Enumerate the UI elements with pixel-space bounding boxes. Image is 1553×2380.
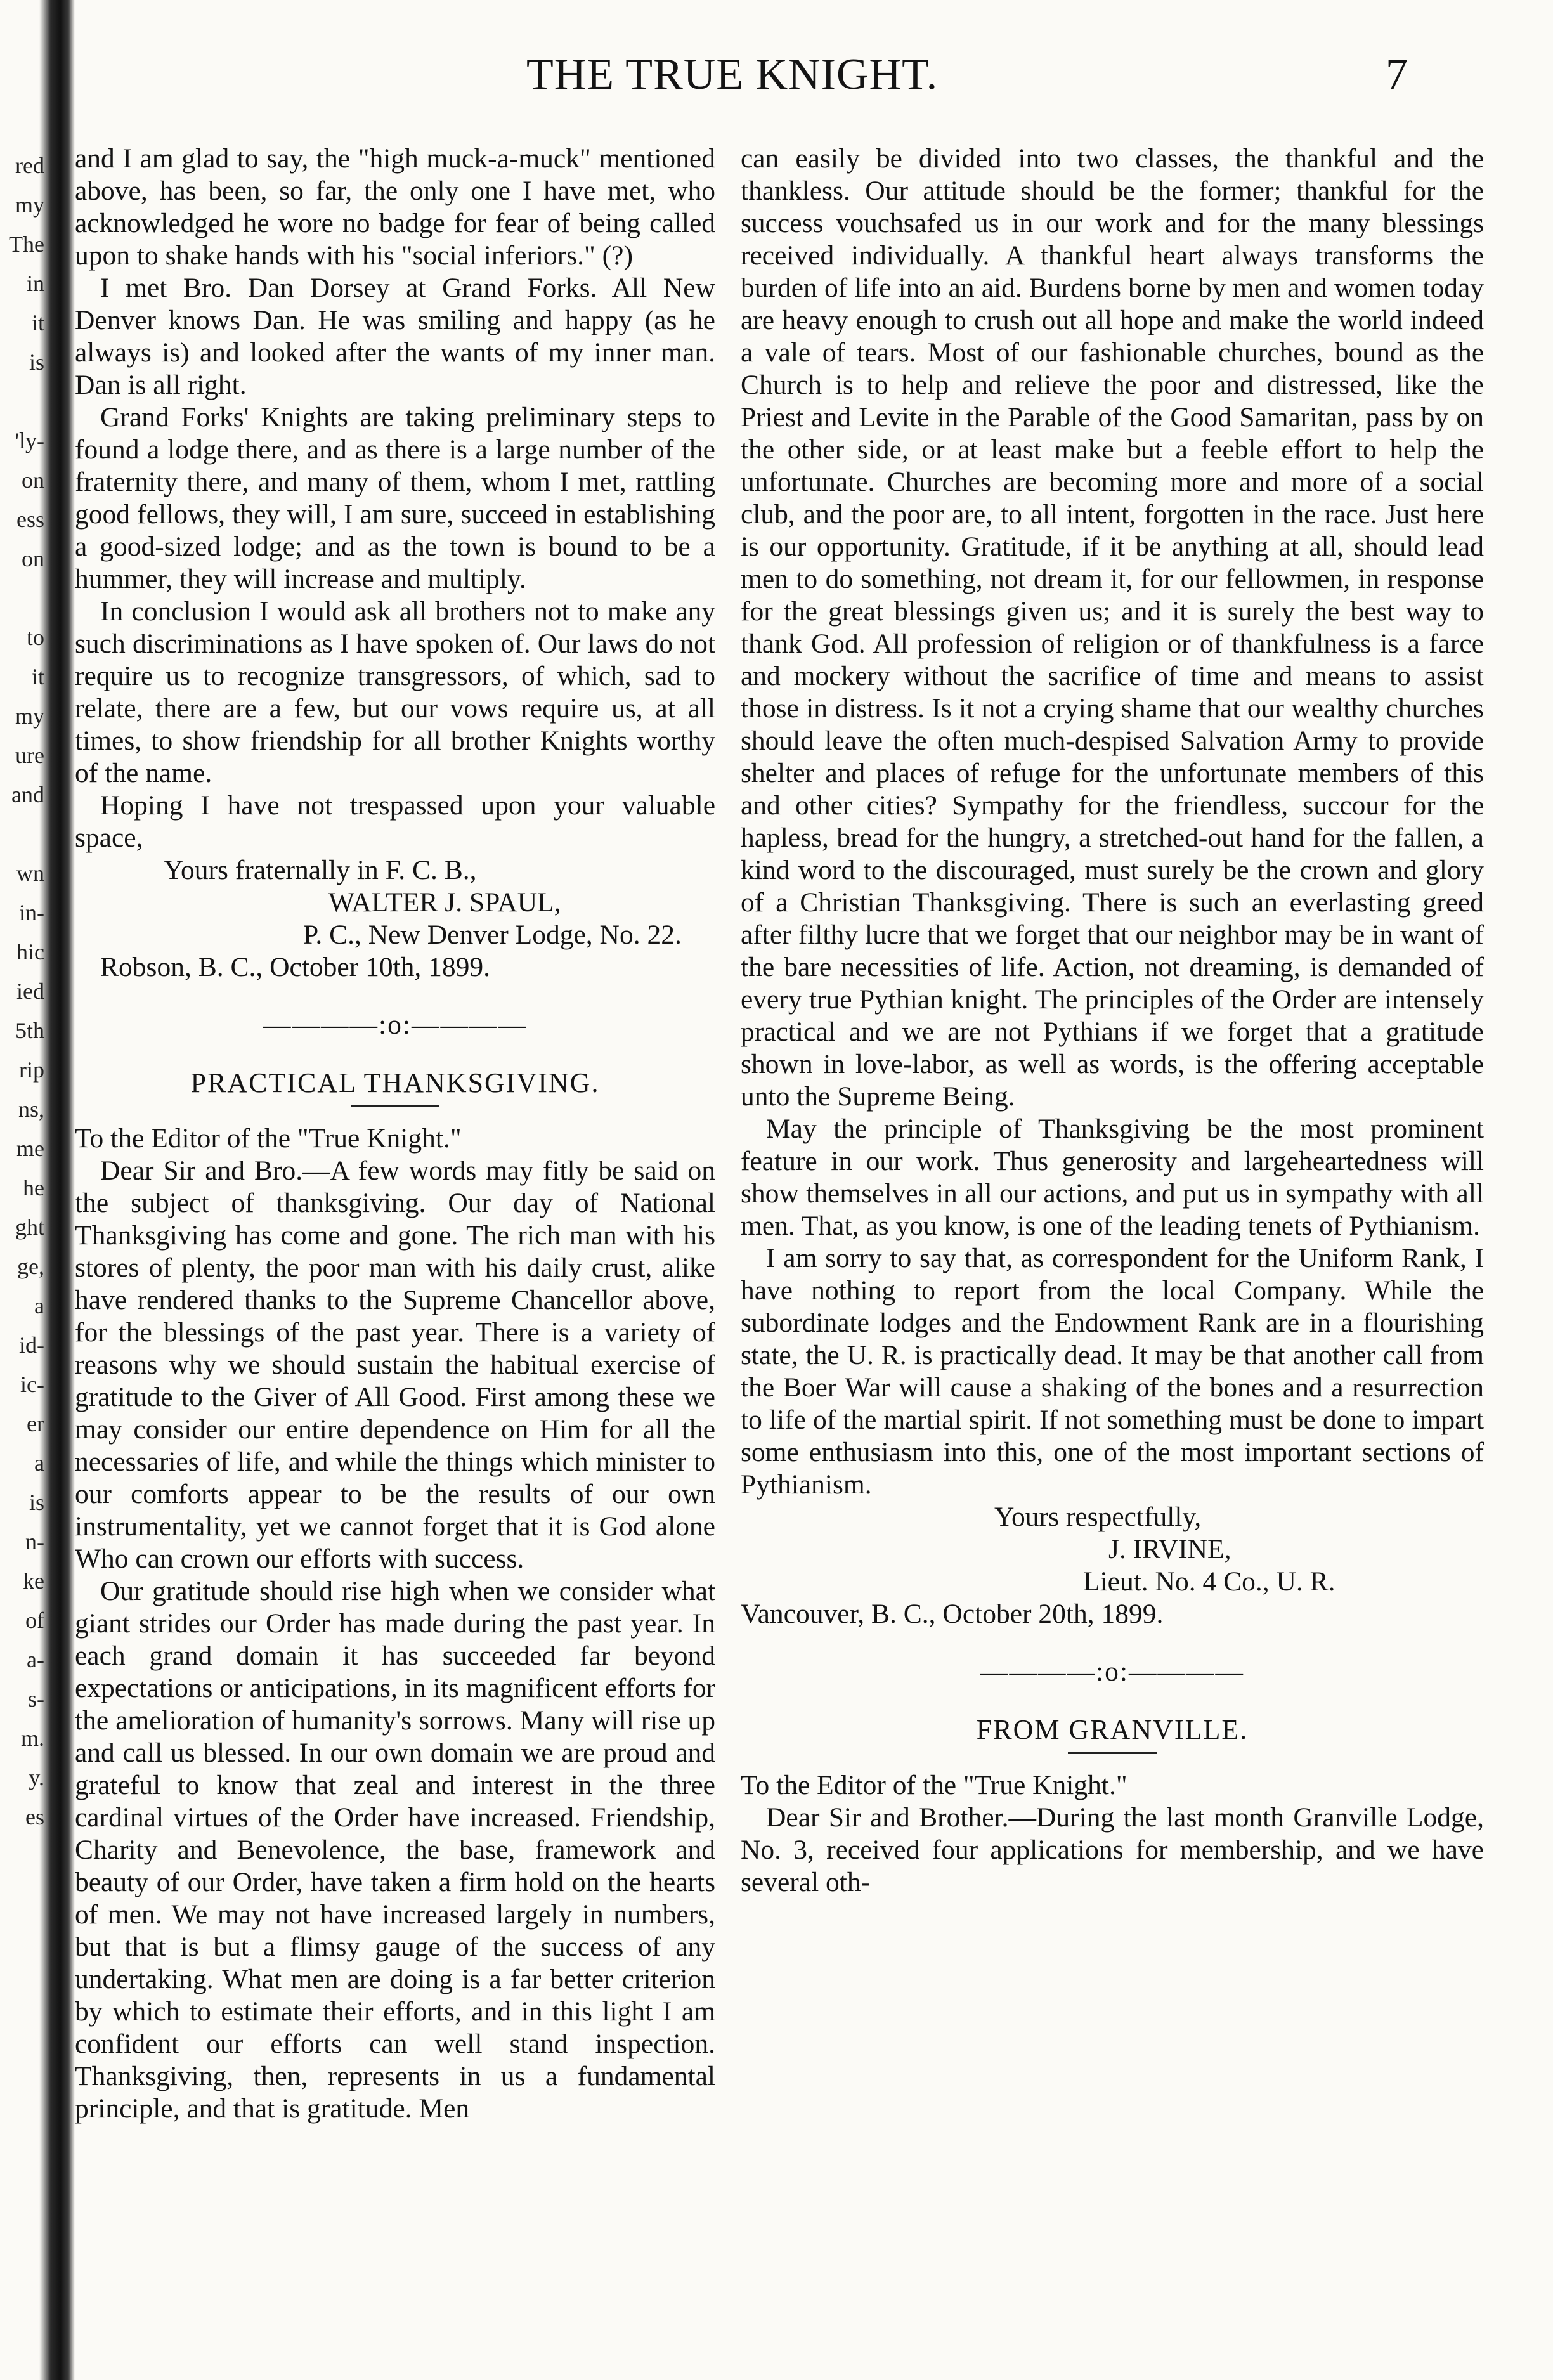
gutter-fragment: [0, 382, 44, 421]
gutter-fragment: id-: [19, 1332, 44, 1358]
left-column: [75, 143, 715, 2125]
letter-paragraph: and I am glad to say, the "high muck-a-muck" mentioned above, has been, so far, the only one I have met, who acknowledged he wore no badge for fear of being called upon to shake hands with his "social inferiors." (?): [75, 143, 715, 271]
article-paragraph: Dear Sir and Brother.—During the last month Granville Lodge, No. 3, received four applications for membership, and we have several oth-: [741, 1802, 1484, 1897]
salutation: To the Editor of the "True Knight.": [75, 1123, 462, 1154]
gutter-fragment: m.: [20, 1726, 44, 1751]
gutter-fragment: a: [34, 1293, 44, 1318]
signature-name: J. IRVINE,: [1108, 1534, 1231, 1564]
gutter-fragment: a-: [27, 1647, 44, 1672]
gutter-fragment: my: [15, 703, 44, 729]
gutter-fragment: it: [31, 310, 44, 335]
gutter-fragment: on: [22, 546, 44, 571]
gutter-fragment: and: [11, 782, 44, 807]
page-number: 7: [1386, 50, 1408, 99]
gutter-fragment: a: [34, 1450, 44, 1476]
gutter-fragment: hic: [16, 939, 44, 965]
publication-title: THE TRUE KNIGHT.: [526, 50, 939, 99]
gutter-fragment: n-: [25, 1529, 44, 1554]
gutter-fragment: wn: [16, 861, 44, 886]
gutter-fragment: it: [31, 664, 44, 689]
gutter-fragment: me: [16, 1136, 44, 1161]
gutter-fragment: ns,: [18, 1096, 44, 1122]
gutter-fragment: in-: [19, 900, 44, 925]
gutter-fragment: ge,: [17, 1254, 44, 1279]
closing-line: Yours fraternally in F. C. B.,: [164, 855, 477, 885]
article-paragraph: May the principle of Thanksgiving be the most prominent feature in our work. Thus generosity and largeheartedness will show themselves in all our actions, and put us in sympathy with all men. That, as you know, is one of the leading tenets of Pythianism.: [741, 1114, 1484, 1241]
gutter-fragment: s-: [28, 1686, 44, 1712]
signature-name: WALTER J. SPAUL,: [328, 887, 561, 918]
gutter-fragment: red: [15, 153, 44, 178]
gutter-fragment: es: [25, 1804, 44, 1830]
gutter-fragment: is: [29, 349, 44, 375]
gutter-fragment: in: [26, 271, 44, 296]
gutter-fragment: [0, 578, 44, 618]
article-paragraph: Dear Sir and Bro.—A few words may fitly be said on the subject of thanksgiving. Our day of National Thanksgiving has come and gone. The rich man with his stores of plenty, the poor man with his daily crust, alike have rendered thanks to the Supreme Chancellor above, for the blessings of the past year. There is a variety of reasons why we should sustain the habitual exercise of gratitude to the Giver of All Good. First among these we may consider our entire dependence on Him for all the necessaries of life, and while the things which minister to our comforts appear to be the results of our own instrumentality, yet we cannot forget that it is God alone Who can crown our efforts with success.: [75, 1155, 715, 1574]
gutter-fragment: ess: [16, 507, 44, 532]
place-date: Vancouver, B. C., October 20th, 1899.: [741, 1599, 1164, 1629]
previous-page-fragments: [0, 146, 44, 1837]
section-divider: ————:o:————: [980, 1656, 1244, 1687]
gutter-fragment: my: [15, 192, 44, 218]
gutter-fragment: rip: [19, 1057, 44, 1083]
gutter-fragment: The: [9, 231, 44, 257]
gutter-fragment: ght: [15, 1214, 44, 1240]
gutter-fragment: ied: [16, 979, 44, 1004]
gutter-fragment: ure: [15, 743, 44, 768]
letter-paragraph: Grand Forks' Knights are taking preliminary steps to found a lodge there, and as there is a large number of the fraternity there, and many of them, whom I met, rattling good fellows, they will, I am sure, succeed in establishing a good-sized lodge; and as the town is bound to be a hummer, they will increase and multiply.: [75, 402, 715, 594]
gutter-fragment: is: [29, 1490, 44, 1515]
gutter-fragment: on: [22, 467, 44, 493]
gutter-fragment: he: [23, 1175, 44, 1200]
place-date: Robson, B. C., October 10th, 1899.: [100, 952, 491, 982]
signature-title: Lieut. No. 4 Co., U. R.: [1083, 1566, 1335, 1597]
gutter-fragment: ke: [23, 1568, 44, 1594]
gutter-fragment: of: [25, 1608, 44, 1633]
gutter-fragment: ic-: [20, 1372, 44, 1397]
article-heading: FROM GRANVILLE.: [976, 1714, 1249, 1745]
gutter-fragment: to: [26, 625, 44, 650]
heading-rule: [1068, 1752, 1157, 1754]
gutter-fragment: 5th: [15, 1018, 44, 1043]
article-paragraph: I am sorry to say that, as correspondent for the Uniform Rank, I have nothing to report from the local Company. While the subordinate lodges and the Endowment Rank are in a flourishing state, the U. R. is practically dead. It may be that another call from the Boer War will cause a shaking of the bones and a resurrection to life of the martial spirit. If not something must be done to impart some enthusiasm into this, one of the most important sections of Pythianism.: [741, 1243, 1484, 1500]
salutation: To the Editor of the "True Knight.": [741, 1770, 1127, 1800]
section-divider: ————:o:————: [263, 1010, 527, 1040]
gutter-fragment: er: [27, 1411, 44, 1436]
gutter-fragment: y.: [29, 1765, 44, 1790]
gutter-fragment: [0, 814, 44, 854]
signature-title: P. C., New Denver Lodge, No. 22.: [303, 920, 682, 950]
running-header: [355, 49, 1408, 107]
article-paragraph: can easily be divided into two classes, the thankful and the thankless. Our attitude should be the former; thankful for the success vouchsafed us in our work and for the many blessings received individually. A thankful heart always transforms the burden of life into an aid. Burdens borne by men and women today are heavy enough to crush out all hope and make the world indeed a vale of tears. Most of our fashionable churches, bound as the Church is to help and relieve the poor and distressed, like the Priest and Levite in the Parable of the Good Samaritan, pass by on the other side, or at least make but a feeble effort to help the unfortunate. Churches are becoming more and more of a social club, and the poor are, to all intent, forgotten in the race. Just here is our opportunity. Gratitude, if it be anything at all, should lead men to do something, not dream it, for our fellowmen, in response for the great blessings given us; and it is surely the best way to thank God. All profession of religion or of thankfulness is a farce and mockery without the sacrifice of time and means to assist those in distress. Is it not a crying shame that our wealthy churches should leave the often much-despised Salvation Army to provide shelter and places of refuge for the unfortunate members of this and other cities? Sympathy for the friendless, succour for the hapless, bread for the hungry, a stretched-out hand for the fallen, a kind word to the discouraged, must surely be the crown and glory of a Christian Thanksgiving. There is such an everlasting greed after filthy lucre that we forget that our neighbor may be in want of the bare necessities of life. Action, not dreaming, is demanded of every true Pythian knight. The principles of the Order are intensely practical and we are not Pythians if we forget that a gratitude shown in love-labor, as well as words, is the offering acceptable unto the Supreme Being.: [741, 143, 1484, 1112]
article-heading: PRACTICAL THANKSGIVING.: [190, 1067, 600, 1098]
letter-paragraph: I met Bro. Dan Dorsey at Grand Forks. All New Denver knows Dan. He was smiling and happy (as he always is) and looked after the wants of my inner man. Dan is all right.: [75, 273, 715, 400]
right-column: [741, 143, 1484, 1899]
gutter-fragment: 'ly-: [15, 428, 44, 453]
letter-paragraph: In conclusion I would ask all brothers not to make any such discriminations as I have spoken of. Our laws do not require us to recognize transgressors, of which, sad to relate, there are a few, but our vows require us, at all times, to show friendship for all brother Knights worthy of the name.: [75, 596, 715, 788]
letter-paragraph: Hoping I have not trespassed upon your valuable space,: [75, 790, 715, 853]
closing-line: Yours respectfully,: [994, 1502, 1202, 1532]
heading-rule: [351, 1105, 439, 1107]
article-paragraph: Our gratitude should rise high when we consider what giant strides our Order has made during the past year. In each grand domain it has succeeded far beyond expectations or anticipations, in its magnificent efforts for the amelioration of humanity's sorrows. Many will rise up and call us blessed. In our own domain we are proud and grateful to know that zeal and interest in the three cardinal virtues of the Order have increased. Friendship, Charity and Benevolence, the base, framework and beauty of our Order, have taken a firm hold on the hearts of men. We may not have increased largely in numbers, but that is but a flimsy gauge of the success of any undertaking. What men are doing is a far better criterion by which to estimate their efforts, and in this light I am confident our efforts can well stand inspection. Thanksgiving, then, represents in us a fundamental principle, and that is gratitude. Men: [75, 1576, 715, 2124]
